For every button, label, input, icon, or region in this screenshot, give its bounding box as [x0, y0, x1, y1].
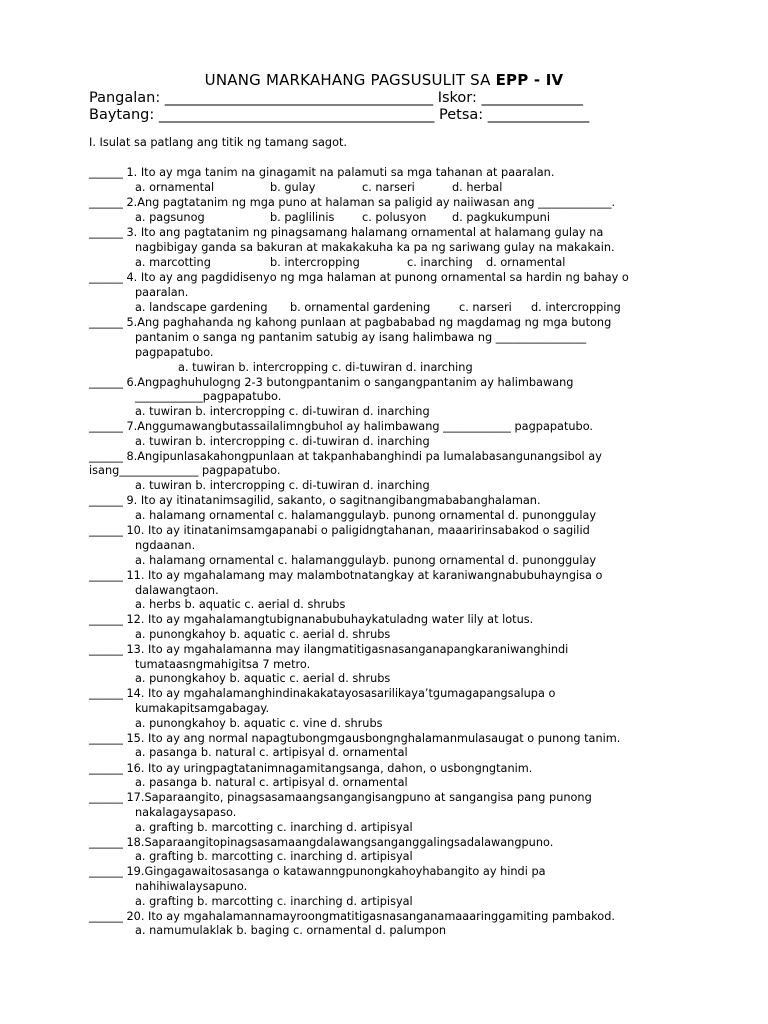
instruction: I. Isulat sa patlang ang titik ng tamang sagot.	[89, 136, 348, 149]
question-11-cont: dalawangtaon.	[135, 584, 219, 597]
option: b. ornamental gardening	[290, 301, 431, 314]
question-6-cont: ____________pagpapatubo.	[135, 390, 282, 403]
question-10: ______ 10. Ito ay itinatanimsamgapanabi o paligidngtahanan, maaaririnsabakod o sagilid	[89, 524, 590, 537]
question-15: ______ 15. Ito ay ang normal napagtubongmgausbongnghalamanmulasaugat o punong tanim.	[89, 732, 621, 745]
option: b. paglilinis	[270, 211, 335, 224]
question-19-cont: nahihiwalaysapuno.	[135, 880, 248, 893]
question-19: ______ 19.Gingagawaitosasanga o katawanngpunongkahoyhabangito ay hindi pa	[89, 865, 546, 878]
question-14: ______ 14. Ito ay mgahalamanghindinakakatayosasarilikaya’tgumagapangsalupa o	[89, 687, 556, 700]
option: b. intercropping	[270, 256, 360, 269]
question-9-options: a. halamang ornamental c. halamanggulayb. punong ornamental d. punonggulay	[135, 509, 597, 522]
title-subject: EPP - IV	[495, 71, 564, 89]
question-13-options: a. punongkahoy b. aquatic c. aerial d. shrubs	[135, 672, 391, 685]
option: d. pagkukumpuni	[452, 211, 550, 224]
option: a. landscape gardening	[135, 301, 268, 314]
question-13-cont: tumataasngmahigitsa 7 metro.	[135, 658, 311, 671]
question-5-cont: pagpapatubo.	[135, 346, 214, 359]
option: c. narseri	[459, 301, 512, 314]
question-10-options: a. halamang ornamental c. halamanggulayb. punong ornamental d. punonggulay	[135, 554, 597, 567]
question-16-options: a. pasanga b. natural c. artipisyal d. ornamental	[135, 776, 408, 789]
question-5: ______ 5.Ang paghahanda ng kahong punlaan at pagbababad ng magdamag ng mga butong	[89, 316, 612, 329]
question-12: ______ 12. Ito ay mgahalamangtubignanabubuhaykatuladng water lily at lotus.	[89, 613, 534, 626]
question-10-cont: ngdaanan.	[135, 539, 196, 552]
question-14-cont: kumakapitsamgabagay.	[135, 702, 270, 715]
title-main: UNANG MARKAHANG PAGSUSULIT SA	[204, 71, 496, 89]
question-7-options: a. tuwiran b. intercropping c. di-tuwiran d. inarching	[135, 435, 430, 448]
question-14-options: a. punongkahoy b. aquatic c. vine d. shrubs	[135, 717, 383, 730]
question-9: ______ 9. Ito ay itinatanimsagilid, sakanto, o sagitnangibangmababanghalaman.	[89, 494, 541, 507]
question-7: ______ 7.Anggumawangbutassailalimngbuhol ay halimbawang ____________ pagpapatubo.	[89, 420, 594, 433]
grade-date-row: Baytang: ______________________________________ Petsa: ______________	[89, 107, 590, 123]
question-19-options: a. grafting b. marcotting c. inarching d. artipisyal	[135, 895, 413, 908]
option: a. marcotting	[135, 256, 211, 269]
option: d. herbal	[452, 181, 503, 194]
option: d. ornamental	[486, 256, 566, 269]
exam-title	[0, 71, 768, 89]
question-6: ______ 6.Angpaghuhulogng 2-3 butongpantanim o sangangpantanim ay halimbawang	[89, 376, 574, 389]
question-20: ______ 20. Ito ay mgahalamannamayroongmatitigasnasanganamaaaringgamiting pambakod.	[89, 910, 615, 923]
question-17-options: a. grafting b. marcotting c. inarching d. artipisyal	[135, 821, 413, 834]
question-11: ______ 11. Ito ay mgahalamang may malambotnatangkay at karaniwangnabubuhayngisa o	[89, 569, 603, 582]
question-8-options: a. tuwiran b. intercropping c. di-tuwiran d. inarching	[135, 479, 430, 492]
option: a. ornamental	[135, 181, 215, 194]
question-12-options: a. punongkahoy b. aquatic c. aerial d. shrubs	[135, 628, 391, 641]
question-1: ______ 1. Ito ay mga tanim na ginagamit na palamuti sa mga tahanan at paaralan.	[89, 166, 555, 179]
question-15-options: a. pasanga b. natural c. artipisyal d. ornamental	[135, 746, 408, 759]
question-4: ______ 4. Ito ay ang pagdidisenyo ng mga halaman at punong ornamental sa hardin ng bahay o	[89, 271, 629, 284]
question-6-options: a. tuwiran b. intercropping c. di-tuwiran d. inarching	[135, 405, 430, 418]
question-5-cont: pantanim o sanga ng pantanim satubig ay isang halimbawa ng ________________	[135, 331, 587, 344]
question-13: ______ 13. Ito ay mgahalamanna may ilangmatitigasnasanganapangkaraniwanghindi	[89, 643, 569, 656]
name-score-row: Pangalan: _____________________________________ Iskor: ______________	[89, 90, 583, 106]
question-8: ______ 8.Angipunlasakahongpunlaan at takpanhabanghindi pa lumalabasangunangsibol ay	[89, 450, 602, 463]
option: a. pagsunog	[135, 211, 205, 224]
question-4-cont: paaralan.	[135, 286, 189, 299]
question-17-cont: nakalagaysapaso.	[135, 806, 237, 819]
option: b. gulay	[270, 181, 316, 194]
question-11-options: a. herbs b. aquatic c. aerial d. shrubs	[135, 598, 346, 611]
option: c. polusyon	[362, 211, 427, 224]
question-3: ______ 3. Ito ang pagtatanim ng pinagsamang halamang ornamental at halamang gulay na	[89, 226, 604, 239]
question-3-cont: nagbibigay ganda sa bakuran at makakakuha ka pa ng sariwang gulay na makakain.	[135, 241, 615, 254]
question-18-options: a. grafting b. marcotting c. inarching d. artipisyal	[135, 850, 413, 863]
option: c. inarching	[407, 256, 473, 269]
option: c. narseri	[362, 181, 415, 194]
question-2: ______ 2.Ang pagtatanim ng mga puno at halaman sa paligid ay naiiwasan ang _____________.	[89, 196, 616, 209]
question-16: ______ 16. Ito ay uringpagtatanimnagamitangsanga, dahon, o usbongngtanim.	[89, 762, 533, 775]
question-8-cont: isang______________ pagpapatubo.	[89, 464, 281, 477]
question-20-options: a. namumulaklak b. baging c. ornamental d. palumpon	[135, 924, 447, 937]
question-5-options: a. tuwiran b. intercropping c. di-tuwiran d. inarching	[178, 361, 473, 374]
question-17: ______ 17.Saparaangito, pinagsasamaangsangangisangpuno at sangangisa pang punong	[89, 791, 592, 804]
option: d. intercropping	[531, 301, 621, 314]
question-18: ______ 18.Saparaangitopinagsasamaangdalawangsanganggalingsadalawangpuno.	[89, 836, 554, 849]
